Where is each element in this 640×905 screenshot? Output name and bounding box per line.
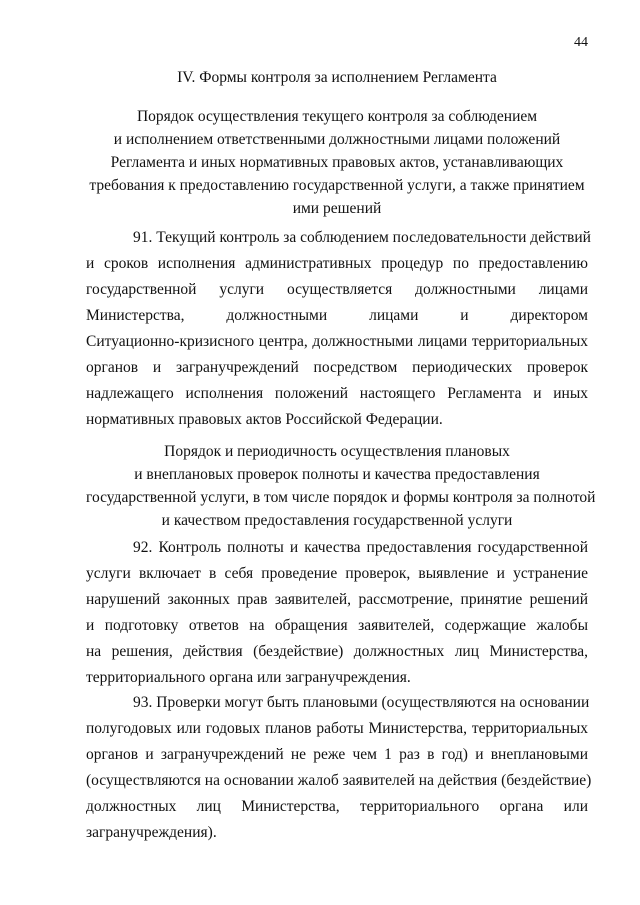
text-line: услуги включает в себя проведение проверок, выявление и устранение <box>86 565 588 582</box>
paragraph-91 <box>86 225 591 433</box>
text-line: нормативных правовых актов Российской Федерации. <box>86 411 443 428</box>
section-title: IV. Формы контроля за исполнением Регламента <box>177 69 497 86</box>
paragraph-93 <box>86 690 592 846</box>
text-line: Министерства, должностными лицами и директором <box>86 307 588 324</box>
heading-line: Регламента и иных нормативных правовых актов, устанавливающих <box>110 154 564 171</box>
subheading-current-control <box>86 105 588 220</box>
text-line: государственной услуги осуществляется должностными лицами <box>86 281 588 298</box>
subheading-inspections <box>86 440 596 532</box>
text-line: и сроков исполнения административных процедур по предоставлению <box>86 255 588 272</box>
text-line: должностных лиц Министерства, территориального органа или <box>86 798 588 815</box>
text-line: на решения, действия (бездействие) должностных лиц Министерства, <box>86 643 588 660</box>
text-line: органов и загранучреждений не реже чем 1 раз в год) и внеплановыми <box>86 746 588 763</box>
text-line: загранучреждения). <box>86 824 217 841</box>
heading-line: и внеплановых проверок полноты и качества предоставления <box>134 466 540 483</box>
heading-line: Порядок осуществления текущего контроля за соблюдением <box>136 108 538 125</box>
text-line: территориального органа или загранучреждения. <box>86 669 411 686</box>
text-line: органов и загранучреждений посредством периодических проверок <box>86 359 588 376</box>
heading-line: Порядок и периодичность осуществления плановых <box>164 443 510 460</box>
text-line: нарушений законных прав заявителей, рассмотрение, принятие решений <box>86 591 588 608</box>
text-line: надлежащего исполнения положений настоящего Регламента и иных <box>86 385 588 402</box>
text-line: 91. Текущий контроль за соблюдением последовательности действий <box>133 229 591 246</box>
text-line: и подготовку ответов на обращения заявителей, содержащие жалобы <box>86 617 588 634</box>
paragraph-92 <box>86 535 588 691</box>
text-line: 93. Проверки могут быть плановыми (осуществляются на основании <box>133 694 590 711</box>
heading-line: требования к предоставлению государственной услуги, а также принятием <box>89 177 585 194</box>
page-number: 44 <box>574 35 588 50</box>
heading-line: государственной услуги, в том числе порядок и формы контроля за полнотой <box>86 489 596 506</box>
text-line: полугодовых или годовых планов работы Министерства, территориальных <box>86 720 588 737</box>
text-line: Ситуационно-кризисного центра, должностными лицами территориальных <box>86 333 588 350</box>
heading-line: ими решений <box>292 200 382 217</box>
heading-line: и исполнением ответственными должностными лицами положений <box>113 131 561 148</box>
heading-line: и качеством предоставления государственной услуги <box>161 512 513 529</box>
text-line: (осуществляются на основании жалоб заявителей на действия (бездействие) <box>86 772 592 789</box>
text-line: 92. Контроль полноты и качества предоставления государственной <box>133 539 588 556</box>
